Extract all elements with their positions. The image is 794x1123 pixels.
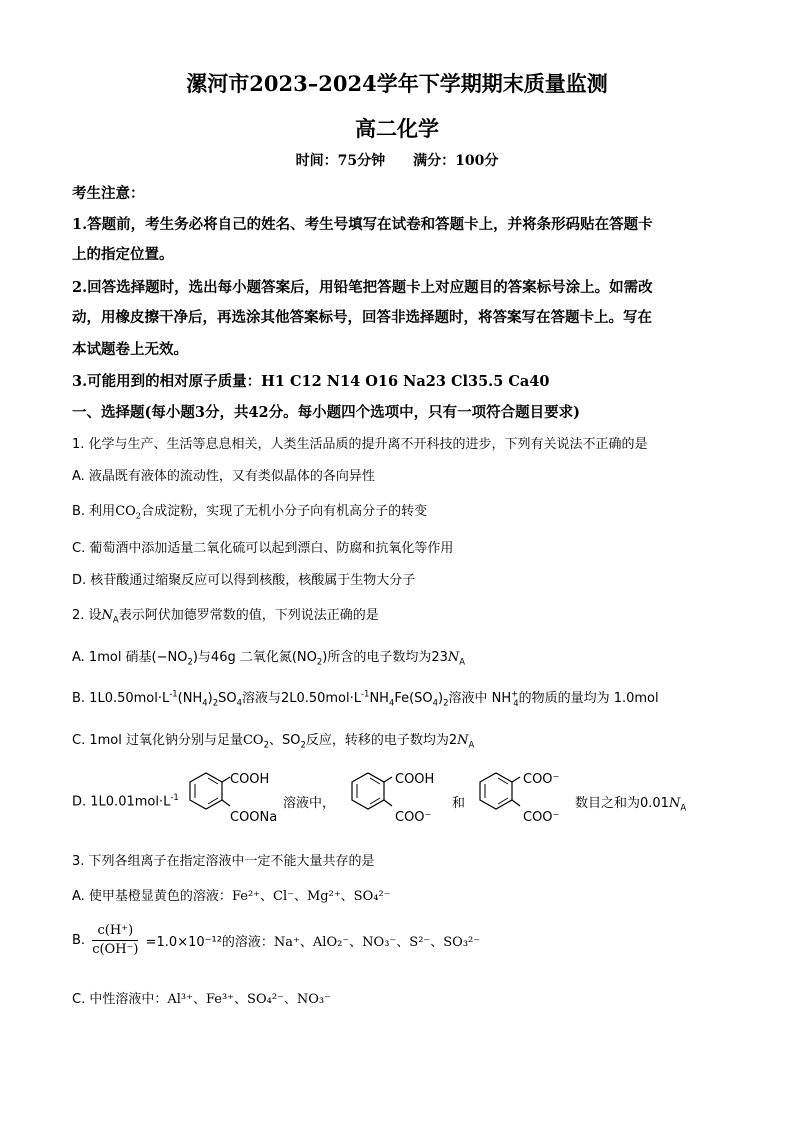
struct1-bottom-group: COONa — [230, 810, 278, 825]
q2-option-d-mid2: 和 — [452, 796, 466, 811]
struct2-top-group: COOH — [395, 772, 435, 787]
struct3-top-group: COO⁻ — [523, 772, 560, 787]
q3-stem: 3. 下列各组离子在指定溶液中一定不能大量共存的是 — [72, 854, 375, 869]
q1-option-b: B. 利用$CO_2$合成淀粉，实现了无机小分子向有机高分子的转变 — [72, 504, 428, 521]
q3-option-c: C. 中性溶液中：Al³⁺、Fe³⁺、SO₄²⁻、NO₃⁻ — [72, 992, 331, 1007]
q1-stem: 1. 化学与生产、生活等息息相关，人类生活品质的提升离不开科技的进步，下列有关说法不正确的是 — [72, 437, 648, 452]
q2-option-d-mid1: 溶液中， — [283, 796, 336, 811]
notice-item3: 3.可能用到的相对原子质量：H1 C12 N14 O16 Na23 Cl35.5 Ca40 — [72, 373, 550, 390]
q1-option-a: A. 液晶既有液体的流动性，又有类似晶体的各向异性 — [72, 469, 375, 484]
notice-item2-line3: 本试题卷上无效。 — [72, 341, 188, 358]
q3-b-fraction: $\frac{c(H^+)}{c(OH^-)}$ — [92, 923, 139, 957]
notice-item2-line2: 动，用橡皮擦干净后，再选涂其他答案标号，回答非选择题时，将答案写在答题卡上。写在 — [72, 309, 652, 326]
struct3-bottom-group: COO⁻ — [523, 810, 560, 825]
q2-option-c: C. 1mol 过氧化钠分别与足量$CO_2$、$SO_2$反应，转移的电子数均为$2N_A$ — [72, 733, 475, 750]
struct2-bottom-group: COO⁻ — [395, 810, 432, 825]
q3-option-b: B. $\frac{c(H^+)}{c(OH^-)}$ =1.0×10⁻¹²的溶液：Na⁺、AlO₂⁻、NO₃⁻、S²⁻、SO₃²⁻ — [72, 923, 481, 957]
section1-heading: 一、选择题(每小题3分，共42分。每小题四个选项中，只有一项符合题目要求) — [72, 404, 580, 421]
exam-subject: 高二化学 — [355, 116, 439, 141]
q2-option-d-suffix: 数目之和为$0.01N_A$ — [575, 796, 687, 813]
notice-item2-line1: 2.回答选择题时，选出每小题答案后，用铅笔把答题卡上对应题目的答案标号涂上。如需改 — [72, 279, 653, 296]
notice-item1-line2: 上的指定位置。 — [72, 246, 174, 263]
q2-option-b: B. $1L0.50mol\cdot L^{-1}(NH_4)_2SO_4$溶液与$2L0.50mol\cdot L^{-1}NH_4Fe(SO_4)_2$溶液中 $NH^+_4$的物质的量均为 1.0mol — [72, 688, 659, 708]
q2-stem: 2. 设$N_A$表示阿伏加德罗常数的值，下列说法正确的是 — [72, 608, 379, 625]
q3-option-a: A. 使甲基橙显黄色的溶液：Fe²⁺、Cl⁻、Mg²⁺、SO₄²⁻ — [72, 889, 391, 904]
q2-option-a: A. 1mol 硝基$(-NO_2)$与46g 二氧化氮$(NO_2)$所含的电子数均为$23N_A$ — [72, 650, 466, 667]
struct1-top-group: COOH — [230, 772, 270, 787]
q1-option-d: D. 核苷酸通过缩聚反应可以得到核酸，核酸属于生物大分子 — [72, 573, 416, 588]
exam-time-info: 时间：75分钟 满分：100分 — [295, 153, 499, 169]
q2-option-d-prefix: D. $1L0.01mol\cdot L^{-1}$ — [72, 792, 179, 810]
exam-title: 漯河市2023–2024学年下学期期末质量监测 — [186, 71, 608, 96]
q1-option-c: C. 葡萄酒中添加适量二氧化硫可以起到漂白、防腐和抗氧化等作用 — [72, 541, 454, 556]
notice-heading: 考生注意： — [72, 185, 145, 202]
notice-item1-line1: 1.答题前，考生务必将自己的姓名、考生号填写在试卷和答题卡上，并将条形码贴在答题卡 — [72, 216, 653, 233]
